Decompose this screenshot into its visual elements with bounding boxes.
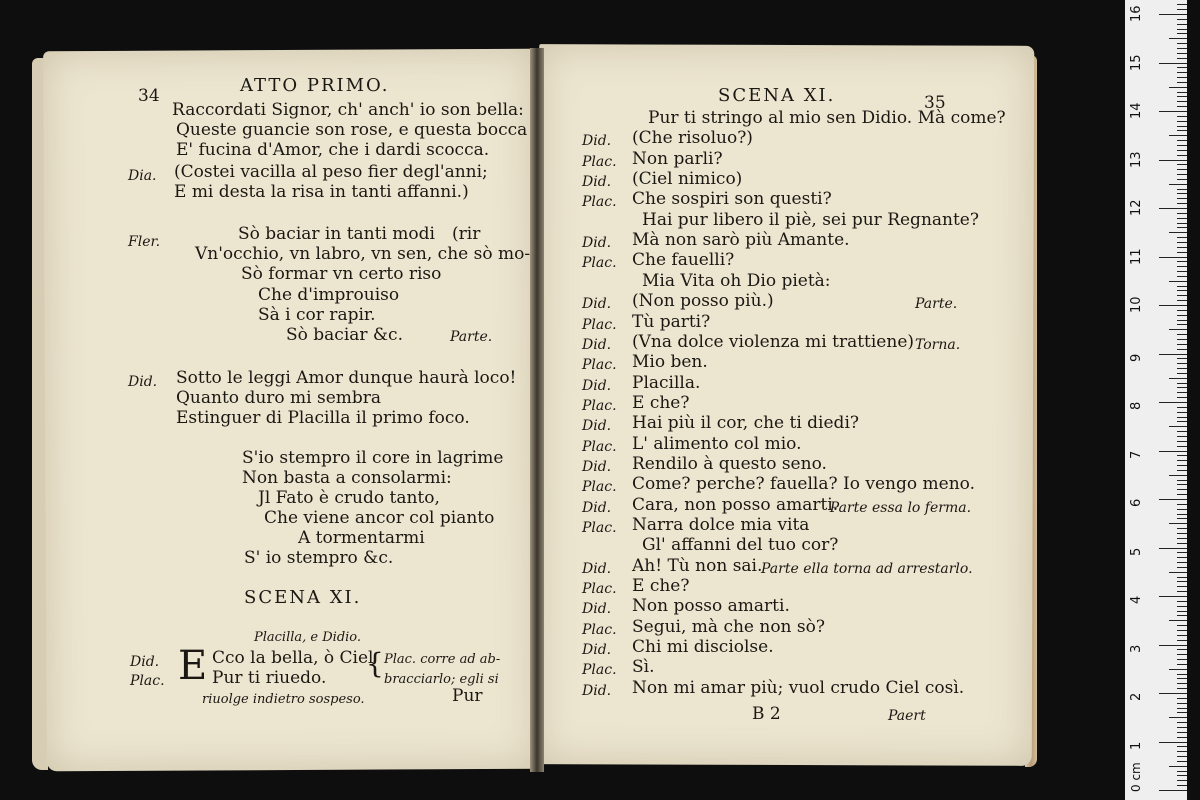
- ruler-tick: [1177, 48, 1187, 49]
- text-line: A tormentarmi: [298, 528, 425, 548]
- ruler-tick: [1177, 722, 1187, 723]
- ruler-tick: [1177, 552, 1187, 553]
- speaker-label: Did.: [582, 174, 612, 191]
- ruler-tick: [1177, 252, 1187, 253]
- ruler-tick: [1177, 615, 1187, 616]
- ruler-cm-label: 1: [1129, 741, 1144, 750]
- text-line: E mi desta la risa in tanti affanni.): [174, 182, 469, 202]
- speaker-label: Plac.: [582, 438, 617, 455]
- ruler-tick: [1159, 160, 1187, 161]
- scene-heading-left: SCENA XI.: [244, 587, 362, 608]
- stage-direction: Plac. corre ad ab-: [384, 652, 501, 667]
- ruler-tick: [1177, 771, 1187, 772]
- ruler-tick: [1177, 591, 1187, 592]
- ruler-tick: [1177, 625, 1187, 626]
- stage-direction: Parte essa lo ferma.: [829, 499, 972, 516]
- ruler-tick: [1177, 775, 1187, 776]
- ruler-tick: [1177, 528, 1187, 529]
- ruler-cm-label: 5: [1129, 547, 1144, 556]
- ruler-tick: [1177, 179, 1187, 180]
- text-line: Che sospiri son questi?: [632, 189, 832, 210]
- ruler-tick: [1177, 698, 1187, 699]
- ruler-tick: [1177, 557, 1187, 558]
- brace-glyph: {: [366, 647, 384, 680]
- page-number-left: 34: [138, 86, 160, 106]
- ruler-tick: [1177, 334, 1187, 335]
- ruler-tick: [1177, 708, 1187, 709]
- ruler-tick: [1169, 426, 1187, 427]
- ruler-tick: [1177, 218, 1187, 219]
- text-line: Ah! Tù non sai.: [632, 555, 763, 576]
- ruler-tick: [1177, 29, 1187, 30]
- ruler-cm-label: 3: [1129, 644, 1144, 653]
- stage-direction: Torna.: [915, 336, 961, 353]
- text-line: (Che risoluo?): [632, 128, 753, 149]
- speaker-label: Plac.: [582, 520, 617, 536]
- ruler-tick: [1177, 756, 1187, 757]
- drop-initial: E: [178, 643, 208, 689]
- ruler-tick: [1177, 640, 1187, 641]
- ruler-tick: [1177, 72, 1187, 73]
- ruler-tick: [1177, 465, 1187, 466]
- ruler-tick: [1177, 387, 1187, 388]
- ruler-tick: [1177, 43, 1187, 44]
- ruler-cm-label: 14: [1129, 102, 1144, 119]
- speaker-label: Dia.: [128, 168, 157, 184]
- ruler-tick: [1177, 446, 1187, 447]
- ruler-tick: [1177, 397, 1187, 398]
- ruler-tick: [1169, 329, 1187, 330]
- ruler-tick: [1169, 523, 1187, 524]
- speaker-label: Plac.: [582, 255, 617, 272]
- speaker-label: Plac.: [582, 357, 617, 374]
- ruler-tick: [1177, 242, 1187, 243]
- ruler-tick: [1177, 324, 1187, 325]
- ruler-tick: [1177, 746, 1187, 747]
- ruler-tick: [1177, 295, 1187, 296]
- ruler-tick: [1177, 727, 1187, 728]
- speaker-label: Plac.: [582, 479, 617, 496]
- text-line: Non basta a consolarmi:: [242, 468, 452, 488]
- ruler-tick: [1177, 126, 1187, 127]
- stage-direction: bracciarlo; egli si: [384, 672, 499, 687]
- ruler-cm-label: 11: [1129, 247, 1144, 265]
- speaker-label: Did.: [582, 336, 612, 353]
- ruler-tick: [1159, 742, 1187, 743]
- text-line: L' alimento col mio.: [632, 433, 802, 454]
- ruler-tick: [1177, 358, 1187, 359]
- text-line: Estinguer di Placilla il primo foco.: [176, 408, 470, 428]
- ruler-tick: [1159, 63, 1187, 64]
- text-line: Sotto le leggi Amor dunque haurà loco!: [176, 368, 517, 388]
- text-line: Narra dolce mia vita: [632, 515, 810, 535]
- text-line: Mia Vita oh Dio pietà:: [642, 270, 831, 291]
- ruler-tick: [1177, 567, 1187, 568]
- speaker-label: Fler.: [128, 234, 161, 250]
- ruler-tick: [1169, 475, 1187, 476]
- ruler-tick: [1177, 96, 1187, 97]
- ruler-tick: [1159, 402, 1187, 403]
- ruler-tick: [1177, 290, 1187, 291]
- ruler-tick: [1159, 596, 1187, 597]
- ruler-tick: [1177, 169, 1187, 170]
- ruler-tick: [1169, 766, 1187, 767]
- signature-mark: B 2: [752, 704, 781, 724]
- stage-direction: riuolge indietro sospeso.: [202, 692, 365, 707]
- running-title-left: ATTO PRIMO.: [240, 75, 390, 96]
- ruler-tick: [1177, 19, 1187, 20]
- ruler-tick: [1169, 38, 1187, 39]
- measuring-ruler: [1125, 0, 1187, 800]
- ruler-tick: [1177, 586, 1187, 587]
- ruler-tick: [1177, 538, 1187, 539]
- ruler-tick: [1177, 737, 1187, 738]
- ruler-tick: [1177, 683, 1187, 684]
- ruler-tick: [1177, 751, 1187, 752]
- text-line: Sò baciar &c.: [286, 325, 403, 345]
- text-line: E che?: [632, 392, 690, 413]
- ruler-tick: [1177, 659, 1187, 660]
- ruler-cm-label: 15: [1129, 53, 1144, 71]
- ruler-tick: [1177, 373, 1187, 374]
- text-line: Sì.: [632, 657, 655, 678]
- speaker-label: Plac.: [582, 621, 617, 638]
- text-line: Come? perche? fauella? Io vengo meno.: [632, 474, 975, 495]
- text-line: Mà non sarò più Amante.: [632, 230, 850, 251]
- text-line: Tù parti?: [632, 311, 711, 332]
- ruler-tick: [1159, 499, 1187, 500]
- ruler-tick: [1177, 785, 1187, 786]
- ruler-tick: [1177, 484, 1187, 485]
- ruler-tick: [1177, 407, 1187, 408]
- ruler-cm-label: 10: [1129, 296, 1144, 313]
- ruler-tick: [1177, 654, 1187, 655]
- text-line: Pur ti stringo al mio sen Didio. Mà come?: [648, 108, 1006, 128]
- text-line: Mio ben.: [632, 352, 708, 373]
- ruler-tick: [1177, 4, 1187, 5]
- ruler-tick: [1159, 305, 1187, 306]
- text-line: Placilla.: [632, 372, 701, 393]
- ruler-tick: [1169, 232, 1187, 233]
- ruler-tick: [1177, 455, 1187, 456]
- text-line: Non posso amarti.: [632, 596, 790, 617]
- text-line: Queste guancie son rose, e questa bocca: [176, 120, 528, 140]
- ruler-cm-label: 7: [1129, 450, 1144, 459]
- speaker-label: Plac.: [582, 397, 617, 414]
- ruler-tick: [1177, 761, 1187, 762]
- ruler-tick: [1177, 349, 1187, 350]
- catchword-right: Paert: [888, 708, 926, 724]
- ruler-tick: [1169, 620, 1187, 621]
- ruler-tick: [1177, 271, 1187, 272]
- ruler-tick: [1177, 363, 1187, 364]
- catchword-left: Pur: [452, 686, 483, 706]
- ruler-tick: [1177, 266, 1187, 267]
- ruler-tick: [1177, 276, 1187, 277]
- ruler-tick: [1177, 470, 1187, 471]
- ruler-tick: [1177, 53, 1187, 54]
- ruler-tick: [1177, 441, 1187, 442]
- text-line: E che?: [632, 576, 690, 597]
- ruler-tick: [1169, 717, 1187, 718]
- ruler-tick: [1177, 678, 1187, 679]
- ruler-tick: [1177, 635, 1187, 636]
- ruler-tick: [1177, 581, 1187, 582]
- ruler-cm-label: 4: [1129, 595, 1144, 604]
- ruler-tick: [1159, 645, 1187, 646]
- speaker-label: Did.: [582, 601, 612, 618]
- ruler-tick: [1169, 378, 1187, 379]
- speaker-label: Did.: [582, 560, 612, 577]
- text-line: Quanto duro mi sembra: [176, 388, 382, 408]
- ruler-tick: [1177, 164, 1187, 165]
- ruler-tick: [1177, 116, 1187, 117]
- ruler-tick: [1177, 489, 1187, 490]
- ruler-tick: [1177, 315, 1187, 316]
- ruler-cm-label: 9: [1129, 353, 1144, 362]
- ruler-tick: [1177, 203, 1187, 204]
- text-line: Hai più il cor, che ti diedi?: [632, 413, 859, 434]
- ruler-tick: [1169, 669, 1187, 670]
- ruler-tick: [1177, 533, 1187, 534]
- ruler-tick: [1177, 577, 1187, 578]
- ruler-tick: [1177, 494, 1187, 495]
- speaker-label: Plac.: [130, 673, 165, 689]
- ruler-tick: [1177, 121, 1187, 122]
- text-line: Che viene ancor col pianto: [264, 508, 495, 528]
- text-line: Vn'occhio, vn labro, vn sen, che sò mo-: [195, 244, 531, 264]
- ruler-tick: [1177, 436, 1187, 437]
- ruler-cm-label: 16: [1129, 5, 1144, 22]
- ruler-tick: [1177, 247, 1187, 248]
- ruler-tick: [1177, 664, 1187, 665]
- ruler-tick: [1177, 703, 1187, 704]
- ruler-tick: [1177, 688, 1187, 689]
- ruler-tick: [1177, 460, 1187, 461]
- ruler-tick: [1177, 237, 1187, 238]
- ruler-tick: [1177, 67, 1187, 68]
- speaker-label: Did.: [582, 458, 612, 475]
- scene-characters: Placilla, e Didio.: [254, 630, 362, 645]
- stage-direction: Parte ella torna ad arrestarlo.: [761, 560, 973, 577]
- speaker-label: Did.: [582, 642, 612, 659]
- ruler-tick: [1177, 630, 1187, 631]
- ruler-tick: [1159, 790, 1187, 791]
- speaker-label: Did.: [582, 377, 612, 394]
- text-line: Che fauelli?: [632, 250, 735, 271]
- ruler-tick: [1177, 33, 1187, 34]
- ruler-tick: [1177, 189, 1187, 190]
- ruler-tick: [1177, 145, 1187, 146]
- speaker-label: Did.: [128, 374, 158, 390]
- text-line: Jl Fato è crudo tanto,: [258, 488, 440, 508]
- ruler-tick: [1177, 339, 1187, 340]
- book-gutter: [530, 48, 544, 772]
- running-title-right: SCENA XI.: [718, 85, 836, 106]
- ruler-unit-label: 0 cm: [1129, 762, 1143, 792]
- ruler-tick: [1177, 518, 1187, 519]
- ruler-tick: [1177, 213, 1187, 214]
- text-line: Segui, mà che non sò?: [632, 616, 825, 637]
- ruler-tick: [1177, 606, 1187, 607]
- ruler-tick: [1159, 354, 1187, 355]
- ruler-tick: [1159, 14, 1187, 15]
- ruler-tick: [1177, 383, 1187, 384]
- ruler-tick: [1177, 198, 1187, 199]
- ruler-tick: [1169, 281, 1187, 282]
- ruler-tick: [1169, 184, 1187, 185]
- ruler-tick: [1177, 286, 1187, 287]
- ruler-tick: [1177, 24, 1187, 25]
- ruler-tick: [1177, 543, 1187, 544]
- ruler-tick: [1177, 227, 1187, 228]
- ruler-tick: [1177, 674, 1187, 675]
- ruler-cm-label: 12: [1129, 199, 1144, 216]
- ruler-tick: [1177, 562, 1187, 563]
- ruler-tick: [1177, 417, 1187, 418]
- text-line: Raccordati Signor, ch' anch' io son bella:: [172, 100, 524, 120]
- ruler-tick: [1177, 601, 1187, 602]
- ruler-tick: [1159, 257, 1187, 258]
- speaker-label: Did.: [582, 418, 612, 435]
- ruler-tick: [1177, 150, 1187, 151]
- text-line: (rir: [452, 224, 481, 244]
- ruler-cm-label: 8: [1129, 401, 1144, 410]
- ruler-tick: [1177, 155, 1187, 156]
- ruler-tick: [1177, 82, 1187, 83]
- ruler-tick: [1159, 693, 1187, 694]
- speaker-label: Did.: [582, 296, 612, 313]
- ruler-tick: [1159, 451, 1187, 452]
- text-line: Sò formar vn certo riso: [241, 264, 442, 284]
- ruler-tick: [1177, 106, 1187, 107]
- speaker-label: Plac.: [582, 153, 617, 170]
- page-number-right: 35: [924, 93, 946, 113]
- ruler-tick: [1177, 344, 1187, 345]
- ruler-tick: [1177, 368, 1187, 369]
- ruler-tick: [1169, 87, 1187, 88]
- ruler-tick: [1177, 504, 1187, 505]
- speaker-label: Did.: [582, 682, 612, 699]
- ruler-tick: [1177, 261, 1187, 262]
- ruler-tick: [1177, 431, 1187, 432]
- text-line: Cco la bella, ò Ciel: [212, 648, 374, 668]
- speaker-label: Plac.: [582, 662, 617, 679]
- ruler-cm-label: 13: [1129, 150, 1144, 168]
- speaker-label: Plac.: [582, 581, 617, 598]
- text-line: Sà i cor rapir.: [258, 305, 376, 325]
- text-line: S'io stempro il core in lagrime: [242, 448, 504, 468]
- text-line: Non mi amar più; vuol crudo Ciel così.: [632, 677, 965, 698]
- speaker-label: Plac.: [582, 316, 617, 333]
- ruler-tick: [1177, 92, 1187, 93]
- text-line: E' fucina d'Amor, che i dardi scocca.: [176, 140, 490, 160]
- ruler-tick: [1177, 732, 1187, 733]
- speaker-label: Did.: [582, 235, 612, 252]
- text-line: Chi mi disciolse.: [632, 637, 774, 658]
- ruler-tick: [1177, 300, 1187, 301]
- ruler-tick: [1177, 480, 1187, 481]
- text-line: Cara, non posso amarti.: [632, 494, 839, 515]
- text-line: (Non posso più.): [632, 291, 774, 312]
- ruler-tick: [1177, 514, 1187, 515]
- text-line: Non parli?: [632, 148, 723, 169]
- text-line: Sò baciar in tanti modi: [238, 224, 435, 244]
- text-line: (Ciel nimico): [632, 169, 743, 190]
- speaker-label: Did.: [582, 133, 612, 150]
- speaker-label: Plac.: [582, 194, 617, 211]
- ruler-tick: [1177, 392, 1187, 393]
- speaker-label: Did.: [130, 654, 160, 670]
- ruler-tick: [1169, 135, 1187, 136]
- ruler-tick: [1177, 77, 1187, 78]
- ruler-cm-label: 6: [1129, 498, 1144, 507]
- text-line: S' io stempro &c.: [244, 548, 394, 568]
- ruler-tick: [1177, 780, 1187, 781]
- ruler-tick: [1177, 193, 1187, 194]
- ruler-tick: [1177, 101, 1187, 102]
- ruler-tick: [1177, 320, 1187, 321]
- ruler-tick: [1177, 712, 1187, 713]
- stage-direction: Parte.: [915, 296, 958, 313]
- ruler-tick: [1177, 174, 1187, 175]
- stage-direction: Parte.: [450, 329, 493, 345]
- ruler-cm-label: 2: [1129, 692, 1144, 701]
- ruler-tick: [1177, 412, 1187, 413]
- text-line: (Vna dolce violenza mi trattiene): [632, 331, 915, 352]
- ruler-tick: [1177, 509, 1187, 510]
- ruler-tick: [1159, 548, 1187, 549]
- ruler-tick: [1177, 130, 1187, 131]
- ruler-tick: [1177, 649, 1187, 650]
- text-line: Pur ti riuedo.: [212, 668, 327, 688]
- text-line: Hai pur libero il piè, sei pur Regnante?: [642, 209, 979, 230]
- ruler-tick: [1169, 572, 1187, 573]
- text-line: Gl' affanni del tuo cor?: [642, 535, 839, 556]
- ruler-tick: [1177, 421, 1187, 422]
- ruler-tick: [1159, 111, 1187, 112]
- ruler-tick: [1177, 223, 1187, 224]
- ruler-tick: [1177, 58, 1187, 59]
- ruler-tick: [1177, 9, 1187, 10]
- ruler-tick: [1177, 611, 1187, 612]
- ruler-tick: [1177, 140, 1187, 141]
- ruler-tick: [1159, 208, 1187, 209]
- speaker-label: Did.: [582, 499, 612, 516]
- text-line: Rendilo à questo seno.: [632, 453, 827, 474]
- text-line: Che d'improuiso: [258, 285, 400, 305]
- text-line: (Costei vacilla al peso fier degl'anni;: [174, 162, 488, 182]
- ruler-tick: [1177, 310, 1187, 311]
